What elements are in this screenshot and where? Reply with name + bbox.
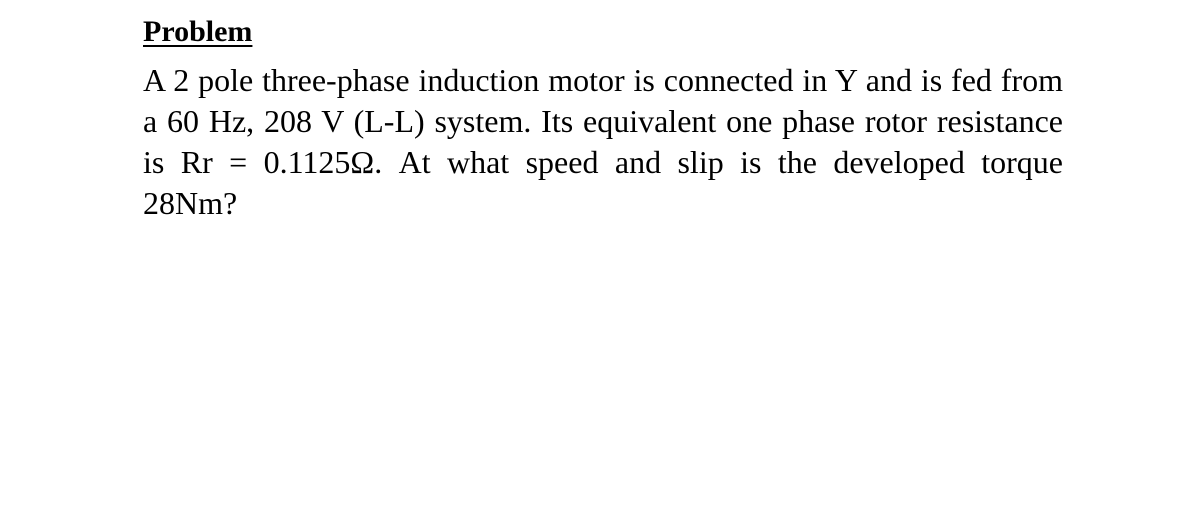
problem-heading: Problem bbox=[143, 15, 253, 48]
problem-statement: A 2 pole three-phase induction motor is connected in Y and is fed from a 60 Hz, 208 V (L-L) system. Its equivalent one phase rotor resistance is Rr = 0.1125Ω. At what speed and slip is the developed torque 28Nm? bbox=[143, 62, 1063, 221]
problem-document bbox=[143, 12, 1063, 224]
